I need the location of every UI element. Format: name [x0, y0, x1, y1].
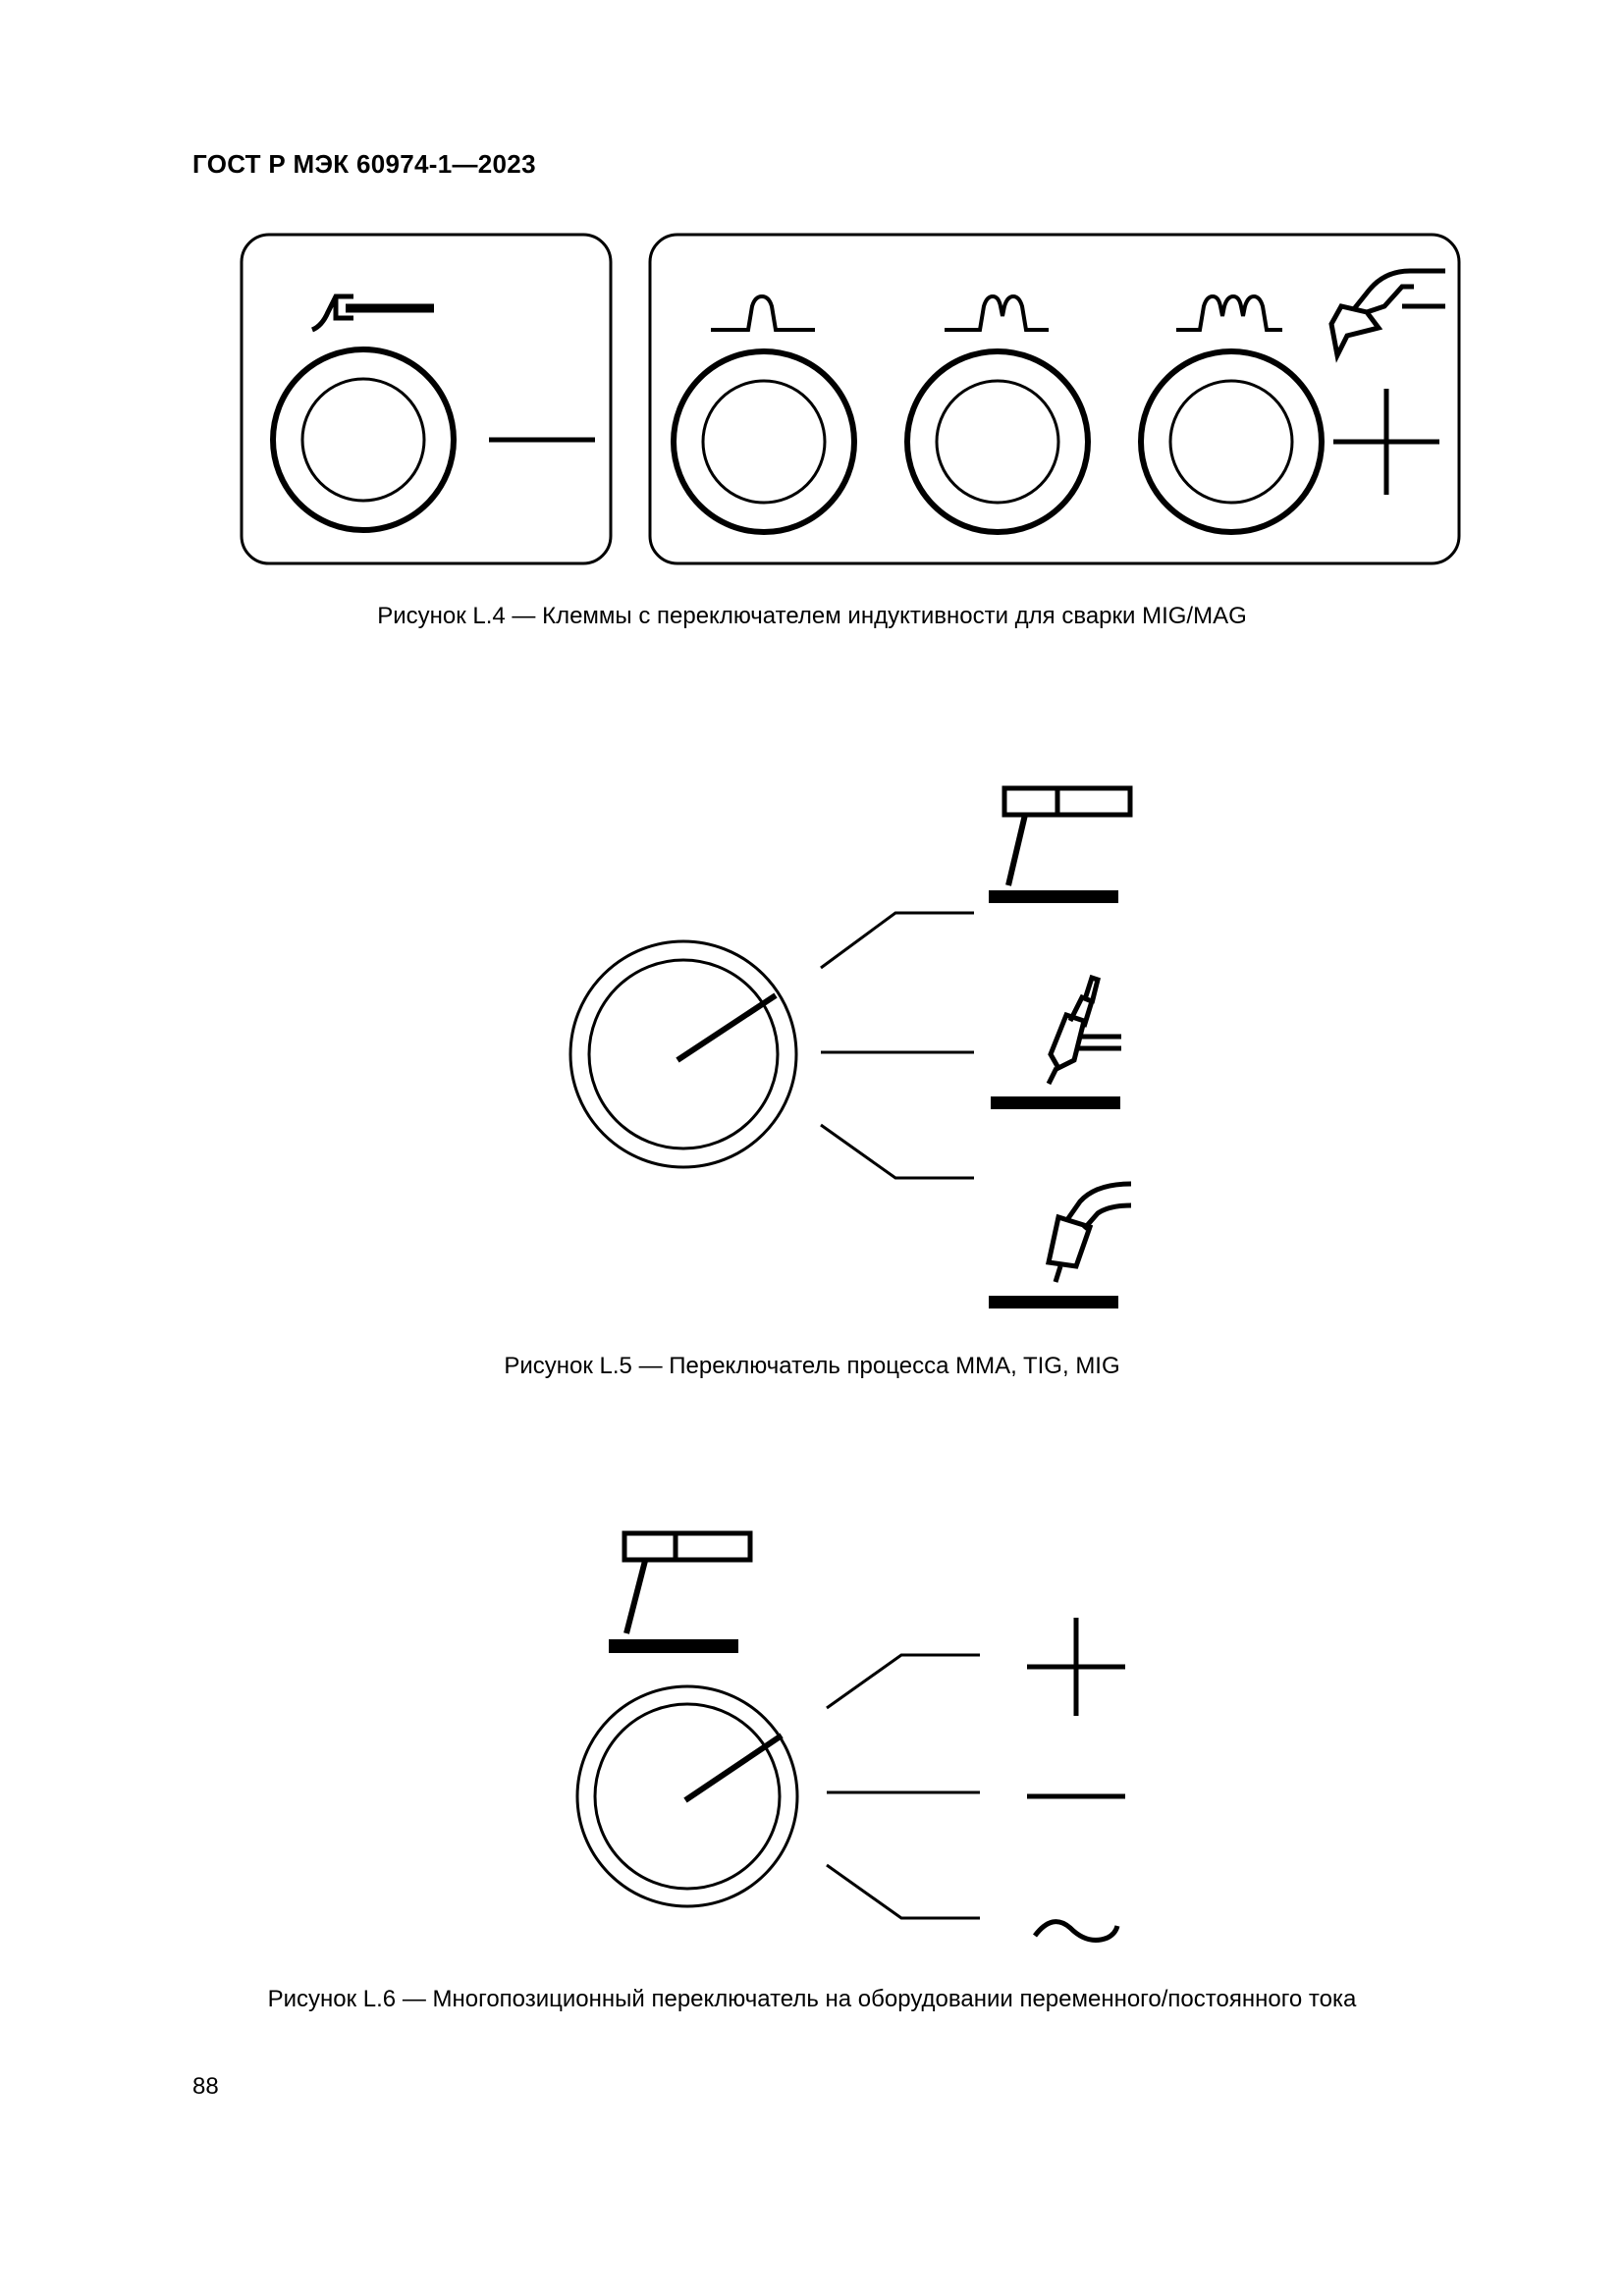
plus-sign-icon — [1027, 1618, 1125, 1716]
figure-l5-caption: Рисунок L.5 — Переключатель процесса MMA, TIG, MIG — [504, 1353, 1120, 1379]
page-number: 88 — [192, 2073, 219, 2100]
mma-electrode-icon — [609, 1533, 750, 1653]
figure-l6-caption: Рисунок L.6 — Многопозиционный переключатель на оборудовании переменного/постоянного тока — [267, 1986, 1357, 2012]
current-selector-knob — [577, 1686, 797, 1906]
dc-plus-leader-line — [827, 1655, 980, 1708]
document-header: ГОСТ Р МЭК 60974-1—2023 — [192, 149, 536, 179]
figure-l4-caption: Рисунок L.4 — Клеммы с переключателем индуктивности для сварки MIG/MAG — [377, 603, 1247, 629]
alternating-current-icon — [1035, 1922, 1117, 1941]
ac-leader-line — [827, 1865, 980, 1918]
